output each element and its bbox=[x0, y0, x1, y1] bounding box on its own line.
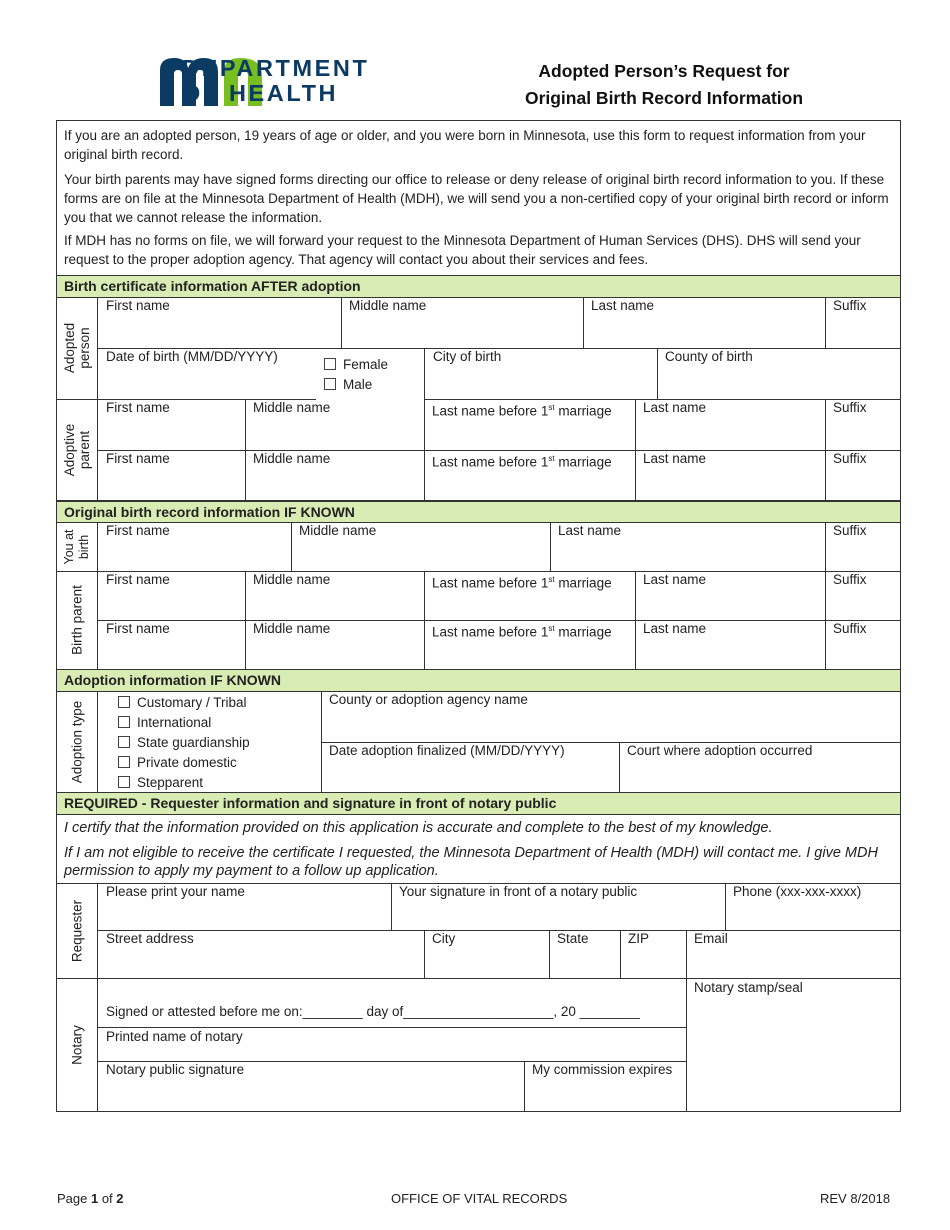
zip-field[interactable]: ZIP bbox=[620, 930, 687, 979]
birth-parent2-suffix[interactable]: Suffix bbox=[825, 620, 900, 670]
male-checkbox[interactable] bbox=[324, 375, 388, 395]
adoption-type-label: International bbox=[137, 715, 212, 730]
label-sup: st bbox=[548, 575, 555, 584]
label-suffix: marriage bbox=[554, 624, 612, 640]
birth-last-name[interactable]: Last name bbox=[550, 522, 826, 572]
city-field[interactable]: City bbox=[424, 930, 550, 979]
adoptive-parent2-last-name[interactable]: Last name bbox=[635, 450, 826, 501]
side-adoption-type bbox=[57, 691, 98, 793]
side-you-at-birth bbox=[57, 522, 98, 572]
side-label-birth-parent: Birth parent bbox=[69, 585, 85, 655]
female-label: Female bbox=[343, 357, 389, 372]
adoption-type-label: Stepparent bbox=[137, 775, 204, 790]
side-label-you-at-birth: You at birth bbox=[62, 529, 91, 564]
adoption-type-option[interactable] bbox=[118, 713, 321, 733]
side-label-requester: Requester bbox=[69, 899, 85, 962]
form-title-line-1: Adopted Person’s Request for bbox=[538, 61, 790, 81]
adopted-first-name[interactable]: First name bbox=[98, 297, 342, 349]
side-label-adoption-type: Adoption type bbox=[69, 700, 85, 783]
street-address-field[interactable]: Street address bbox=[98, 930, 425, 979]
side-adopted-person bbox=[57, 297, 98, 400]
birth-parent1-suffix[interactable]: Suffix bbox=[825, 571, 900, 621]
adoptive-parent2-middle-name[interactable]: Middle name bbox=[245, 450, 425, 501]
label-sup: st bbox=[548, 454, 555, 463]
birth-parent1-first-name[interactable]: First name bbox=[98, 571, 246, 621]
adopted-county-of-birth[interactable]: County of birth bbox=[657, 348, 900, 400]
adoptive-parent2-last-before-marriage[interactable] bbox=[424, 450, 636, 501]
intro-paragraph-2: Your birth parents may have signed forms directing our office to release or deny release of original birth record information to you. If these forms are on file at the Minnesota Department of Health (MDH), we will send you a non-certified copy of your original birth record or inform you that we cannot release the information. bbox=[64, 172, 889, 225]
side-requester bbox=[57, 883, 98, 979]
label-suffix: marriage bbox=[554, 454, 612, 470]
org-name bbox=[182, 56, 369, 106]
date-finalized-field[interactable]: Date adoption finalized (MM/DD/YYYY) bbox=[321, 742, 620, 793]
org-line-2: OF HEALTH bbox=[182, 80, 339, 106]
section-required: REQUIRED - Requester information and signature in front of notary public bbox=[57, 792, 900, 815]
birth-parent2-middle-name[interactable]: Middle name bbox=[245, 620, 425, 670]
org-line-1: DEPARTMENT bbox=[182, 55, 370, 81]
sex-options bbox=[324, 355, 388, 395]
adopted-dob[interactable]: Date of birth (MM/DD/YYYY) bbox=[98, 348, 316, 400]
notary-stamp-seal-area: Notary stamp/seal bbox=[694, 980, 803, 995]
adoption-type-label: State guardianship bbox=[137, 735, 250, 750]
adoptive-parent1-suffix[interactable]: Suffix bbox=[825, 399, 900, 451]
adoptive-parent2-first-name[interactable]: First name bbox=[98, 450, 246, 501]
label-prefix: Last name before 1 bbox=[432, 454, 549, 470]
adoption-type-label: Private domestic bbox=[137, 755, 237, 770]
side-adoptive-parent bbox=[57, 399, 98, 501]
page-number bbox=[57, 1191, 124, 1206]
side-label-adoptive-parent: Adoptive parent bbox=[62, 423, 92, 476]
adoptive-parent1-first-name[interactable]: First name bbox=[98, 399, 246, 451]
birth-parent1-last-name[interactable]: Last name bbox=[635, 571, 826, 621]
signed-attested-line[interactable]: Signed or attested before me on:________ day of____________________, 20 ________ bbox=[106, 1004, 640, 1019]
revision: REV 8/2018 bbox=[820, 1191, 891, 1206]
form-title bbox=[480, 58, 848, 112]
side-label-adopted-person: Adopted person bbox=[62, 322, 92, 374]
birth-parent2-last-name[interactable]: Last name bbox=[635, 620, 826, 670]
label-prefix: Last name before 1 bbox=[432, 403, 549, 419]
intro-paragraph-3: If MDH has no forms on file, we will forward your request to the Minnesota Department of Human Services (DHS). DHS will send your request to the proper adoption agency. That agency will contact you about their services and fees. bbox=[64, 233, 861, 267]
birth-parent2-first-name[interactable]: First name bbox=[98, 620, 246, 670]
section-adoption-info: Adoption information IF KNOWN bbox=[57, 669, 900, 692]
certify-statement-1: I certify that the information provided on this application is accurate and complete to the best of my knowledge. bbox=[64, 820, 773, 836]
section-original-record: Original birth record information IF KNOWN bbox=[57, 501, 900, 523]
page-of: of bbox=[98, 1191, 117, 1206]
birth-parent1-last-before-marriage[interactable] bbox=[424, 571, 636, 621]
adopted-suffix[interactable]: Suffix bbox=[825, 297, 900, 349]
label-sup: st bbox=[548, 624, 555, 633]
office-name: OFFICE OF VITAL RECORDS bbox=[391, 1191, 568, 1206]
label-suffix: marriage bbox=[554, 575, 612, 591]
court-field[interactable]: Court where adoption occurred bbox=[619, 742, 900, 793]
label-sup: st bbox=[548, 403, 555, 412]
birth-middle-name[interactable]: Middle name bbox=[291, 522, 551, 572]
adoption-type-option[interactable] bbox=[118, 733, 321, 753]
adopted-last-name[interactable]: Last name bbox=[583, 297, 826, 349]
printed-notary-name-field[interactable]: Printed name of notary bbox=[98, 1027, 687, 1062]
label-prefix: Last name before 1 bbox=[432, 624, 549, 640]
phone-field[interactable]: Phone (xxx-xxx-xxxx) bbox=[725, 883, 900, 931]
adoption-type-label: Customary / Tribal bbox=[137, 695, 247, 710]
print-name-field[interactable]: Please print your name bbox=[98, 883, 392, 931]
adoptive-parent1-middle-name[interactable]: Middle name bbox=[245, 399, 425, 451]
birth-parent1-middle-name[interactable]: Middle name bbox=[245, 571, 425, 621]
county-or-agency-field[interactable]: County or adoption agency name bbox=[321, 691, 900, 743]
commission-expires-field[interactable]: My commission expires bbox=[524, 1061, 687, 1111]
adoption-type-list bbox=[98, 691, 322, 793]
adoptive-parent1-last-name[interactable]: Last name bbox=[635, 399, 826, 451]
adopted-city-of-birth[interactable]: City of birth bbox=[424, 348, 658, 400]
adoptive-parent2-suffix[interactable]: Suffix bbox=[825, 450, 900, 501]
label-prefix: Last name before 1 bbox=[432, 575, 549, 591]
side-notary bbox=[57, 978, 98, 1111]
label-suffix: marriage bbox=[554, 403, 612, 419]
form-title-line-2: Original Birth Record Information bbox=[524, 88, 804, 108]
notary-signature-field[interactable]: Notary public signature bbox=[98, 1061, 525, 1111]
state-field[interactable]: State bbox=[549, 930, 621, 979]
adoption-type-option[interactable] bbox=[118, 773, 321, 793]
intro-paragraph-1: If you are an adopted person, 19 years of age or older, and you were born in Minnesota, use this form to request information from your original birth record. bbox=[64, 128, 866, 162]
signature-field[interactable]: Your signature in front of a notary public bbox=[391, 883, 726, 931]
side-label-notary: Notary bbox=[69, 1024, 85, 1065]
adoptive-parent1-last-before-marriage[interactable] bbox=[424, 399, 636, 451]
certify-statement-2: If I am not eligible to receive the certificate I requested, the Minnesota Department of Health (MDH) will contact me. I give MDH permission to apply my payment to a follow up application. bbox=[64, 845, 878, 879]
adoption-type-option[interactable] bbox=[118, 753, 321, 773]
page-current: 1 bbox=[90, 1191, 99, 1206]
adopted-middle-name[interactable]: Middle name bbox=[341, 297, 584, 349]
birth-suffix[interactable]: Suffix bbox=[825, 522, 900, 572]
birth-parent2-last-before-marriage[interactable] bbox=[424, 620, 636, 670]
adoption-type-option[interactable] bbox=[118, 693, 321, 713]
section-after-adoption: Birth certificate information AFTER adoption bbox=[57, 275, 900, 298]
female-checkbox[interactable] bbox=[324, 355, 388, 375]
page-total: 2 bbox=[116, 1191, 124, 1206]
side-birth-parent bbox=[57, 571, 98, 670]
email-field[interactable]: Email bbox=[686, 930, 900, 979]
male-label: Male bbox=[343, 377, 373, 392]
page-prefix: Page bbox=[57, 1191, 91, 1206]
divider bbox=[686, 978, 687, 1028]
birth-first-name[interactable]: First name bbox=[98, 522, 292, 572]
